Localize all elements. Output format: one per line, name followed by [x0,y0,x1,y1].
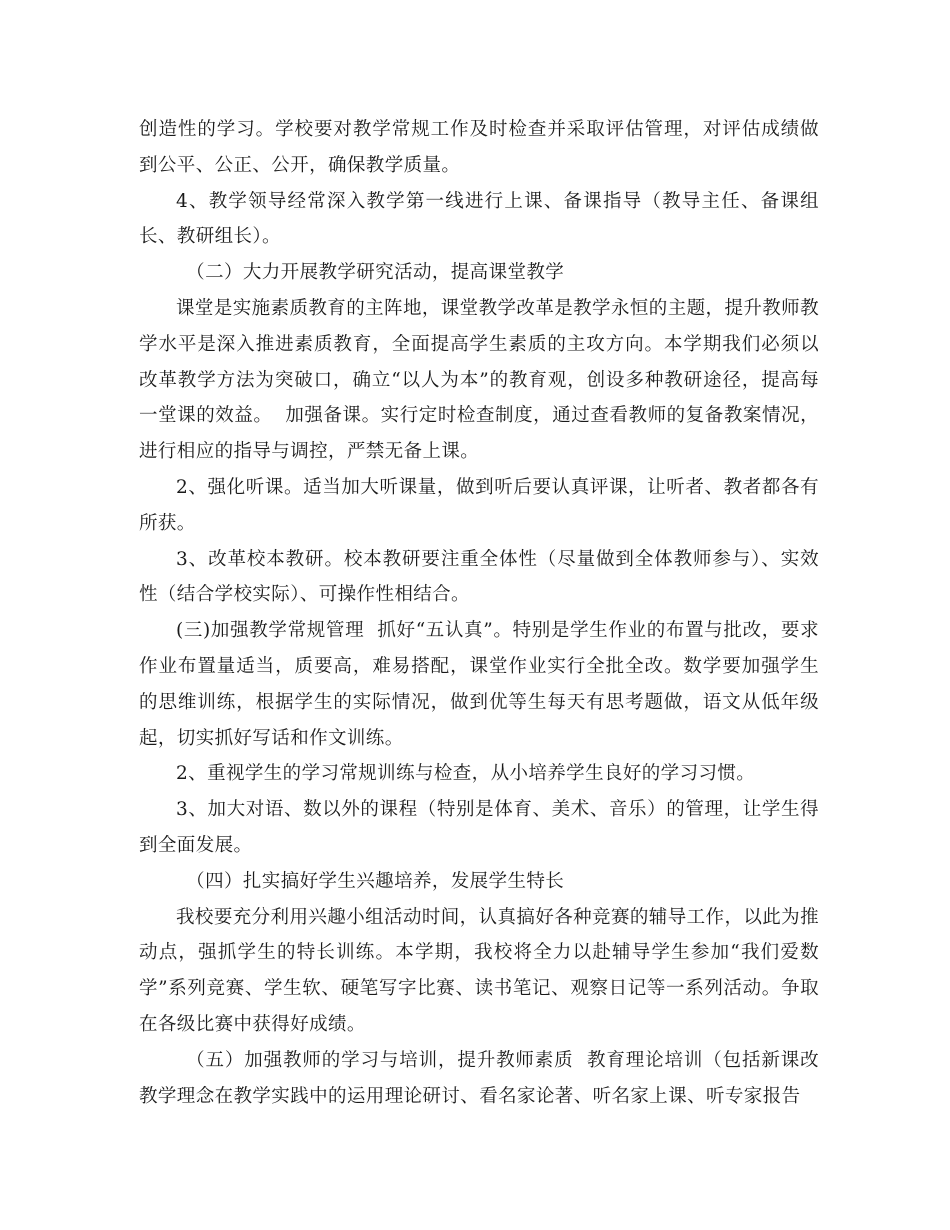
paragraph-section-3: (三)加强教学常规管理 抓好“五认真”。特别是学生作业的布置与批改，要求作业布置量适当，质要高，难易搭配，课堂作业实行全批全改。数学要加强学生的思维训练，根据学生的实际情况，做到优等生每天有思考题做，语文从低年级起，切实抓好写话和作文训练。 [139,620,819,749]
paragraph-item-2-listening: 2、强化听课。适当加大听课量，做到听后要认真评课，让听者、教者都各有所获。 [139,476,819,534]
paragraph-item-4: 4、教学领导经常深入教学第一线进行上课、备课指导（教导主任、备课组长、教研组长）。 [139,190,819,248]
section-heading-2: （二）大力开展教学研究活动，提高课堂教学 [186,262,565,284]
paragraph-item-3-research: 3、改革校本教研。校本教研要注重全体性（尽量做到全体教师参与）、实效性（结合学校实际）、可操作性相结合。 [139,548,819,606]
paragraph-competitions: 我校要充分利用兴趣小组活动时间，认真搞好各种竞赛的辅导工作，以此为推动点，强抓学生的特长训练。本学期，我校将全力以赴辅导学生参加“我们爱数学”系列竞赛、学生软、硬笔写字比赛、读书笔记、观察日记等一系列活动。争取在各级比赛中获得好成绩。 [139,906,819,1035]
section-heading-4: （四）扎实搞好学生兴趣培养，发展学生特长 [186,870,565,892]
paragraph-item-3-courses: 3、加大对语、数以外的课程（特别是体育、美术、音乐）的管理，让学生得到全面发展。 [139,799,819,856]
paragraph-classroom: 课堂是实施素质教育的主阵地，课堂教学改革是教学永恒的主题，提升教师教学水平是深入推进素质教育，全面提高学生素质的主攻方向。本学期我们必须以改革教学方法为突破口，确立“以人为本”的教育观，创设多种教研途径，提高每一堂课的效益。 加强备课。实行定时检查制度，通过查看教师的复备教案情况，进行相应的指导与调控，严禁无备上课。 [139,297,819,463]
paragraph-continuation: 创造性的学习。学校要对教学常规工作及时检查并采取评估管理，对评估成绩做到公平、公正、公开，确保教学质量。 [139,119,819,176]
paragraph-item-2-habits: 2、重视学生的学习常规训练与检查，从小培养学生良好的学习习惯。 [176,763,756,785]
document-body [139,112,819,1114]
paragraph-section-5: （五）加强教师的学习与培训，提升教师素质 教育理论培训（包括新课改教学理念在教学实践中的运用理论研讨、看名家论著、听名家上课、听专家报告 [139,1049,819,1107]
